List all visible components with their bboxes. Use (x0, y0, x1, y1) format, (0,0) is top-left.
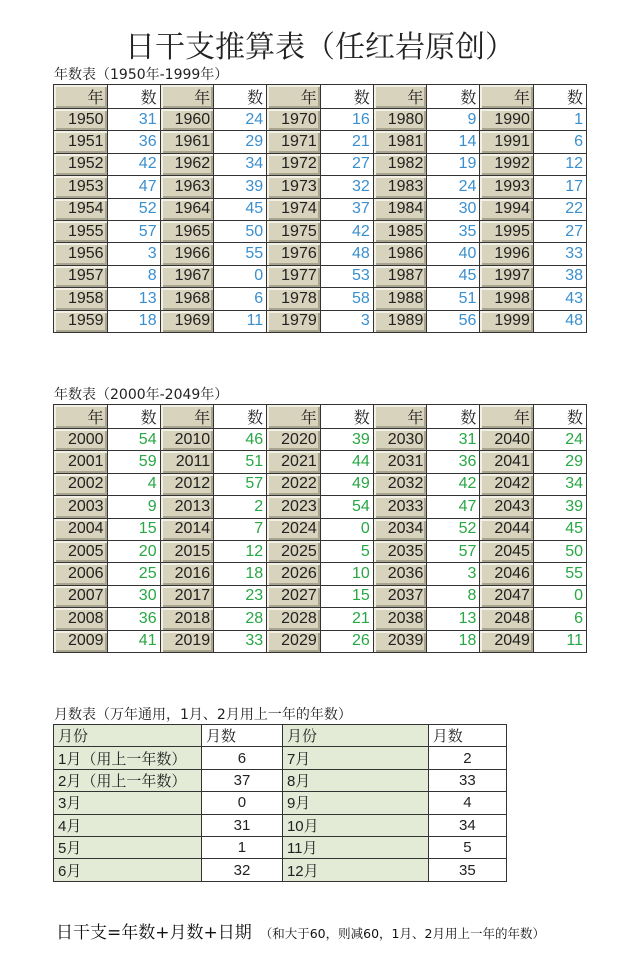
number-cell: 42 (320, 220, 373, 242)
number-cell: 3 (427, 563, 480, 585)
year-cell: 2016 (160, 563, 214, 585)
month-cell: 6月 (54, 859, 202, 881)
month-cell: 2月（用上一年数） (54, 769, 202, 791)
year-cell: 1966 (160, 243, 214, 265)
year-cell: 2042 (480, 473, 534, 495)
year-cell: 1987 (373, 265, 427, 287)
header-num: 数 (533, 85, 586, 109)
number-cell: 6 (533, 608, 586, 630)
year-cell: 2011 (160, 451, 214, 473)
year-cell: 2010 (160, 429, 214, 451)
year-cell: 1957 (54, 265, 108, 287)
number-cell: 23 (214, 585, 267, 607)
number-cell: 32 (320, 176, 373, 198)
month-cell: 8月 (282, 769, 428, 791)
number-cell: 36 (427, 451, 480, 473)
table-row (54, 451, 587, 473)
year-cell: 1955 (54, 220, 108, 242)
number-cell: 13 (427, 608, 480, 630)
table-row (54, 792, 507, 814)
number-cell: 6 (214, 288, 267, 310)
number-cell: 30 (427, 198, 480, 220)
table-row (54, 585, 587, 607)
header-row (54, 85, 587, 109)
number-cell: 8 (427, 585, 480, 607)
header-year: 年 (54, 85, 108, 109)
number-cell: 21 (320, 608, 373, 630)
year-cell: 2045 (480, 540, 534, 562)
number-cell: 12 (214, 540, 267, 562)
header-cell: 月数 (202, 725, 283, 747)
year-cell: 2012 (160, 473, 214, 495)
year-cell: 1979 (267, 310, 321, 332)
year-cell: 1998 (480, 288, 534, 310)
table-row (54, 198, 587, 220)
table2-caption: 年数表（2000年-2049年） (54, 387, 229, 403)
header-cell: 月份 (282, 725, 428, 747)
table-row (54, 814, 507, 836)
table-row (54, 243, 587, 265)
year-cell: 2029 (267, 630, 321, 652)
month-number-cell: 34 (428, 814, 506, 836)
number-cell: 46 (214, 429, 267, 451)
number-cell: 51 (427, 288, 480, 310)
number-cell: 34 (214, 153, 267, 175)
year-cell: 1992 (480, 153, 534, 175)
table-row (54, 109, 587, 131)
year-cell: 2021 (267, 451, 321, 473)
number-cell: 48 (320, 243, 373, 265)
year-cell: 2007 (54, 585, 108, 607)
number-cell: 0 (533, 585, 586, 607)
month-number-cell: 31 (202, 814, 283, 836)
header-year: 年 (267, 405, 321, 429)
year-cell: 2017 (160, 585, 214, 607)
month-cell: 3月 (54, 792, 202, 814)
year-cell: 1983 (373, 176, 427, 198)
year-cell: 2019 (160, 630, 214, 652)
number-cell: 57 (107, 220, 160, 242)
month-number-cell: 4 (428, 792, 506, 814)
year-cell: 2020 (267, 429, 321, 451)
year-cell: 1988 (373, 288, 427, 310)
year-cell: 1980 (373, 109, 427, 131)
number-cell: 56 (427, 310, 480, 332)
number-cell: 36 (107, 608, 160, 630)
header-year: 年 (267, 85, 321, 109)
year-cell: 1978 (267, 288, 321, 310)
number-cell: 42 (107, 153, 160, 175)
number-cell: 43 (533, 288, 586, 310)
header-year: 年 (373, 405, 427, 429)
number-cell: 52 (427, 518, 480, 540)
number-cell: 57 (427, 540, 480, 562)
year-cell: 1989 (373, 310, 427, 332)
number-cell: 12 (533, 153, 586, 175)
number-cell: 18 (427, 630, 480, 652)
formula (56, 918, 545, 943)
table-row (54, 176, 587, 198)
year-cell: 1997 (480, 265, 534, 287)
year-cell: 2033 (373, 496, 427, 518)
year-cell: 2047 (480, 585, 534, 607)
number-cell: 55 (533, 563, 586, 585)
number-cell: 9 (107, 496, 160, 518)
header-num: 数 (214, 405, 267, 429)
formula-note: （和大于60，则减60，1月、2月用上一年的年数） (259, 926, 545, 941)
number-cell: 11 (214, 310, 267, 332)
number-cell: 52 (107, 198, 160, 220)
header-num: 数 (427, 405, 480, 429)
year-cell: 1952 (54, 153, 108, 175)
number-cell: 0 (320, 518, 373, 540)
month-cell: 5月 (54, 836, 202, 858)
year-cell: 1960 (160, 109, 214, 131)
year-cell: 1986 (373, 243, 427, 265)
number-cell: 47 (427, 496, 480, 518)
number-cell: 27 (320, 153, 373, 175)
number-cell: 45 (214, 198, 267, 220)
number-cell: 31 (427, 429, 480, 451)
year-cell: 2043 (480, 496, 534, 518)
number-cell: 33 (533, 243, 586, 265)
number-cell: 20 (107, 540, 160, 562)
number-cell: 57 (214, 473, 267, 495)
number-cell: 45 (533, 518, 586, 540)
number-cell: 3 (107, 243, 160, 265)
number-cell: 38 (533, 265, 586, 287)
number-cell: 34 (533, 473, 586, 495)
number-cell: 48 (533, 310, 586, 332)
month-cell: 1月（用上一年数） (54, 747, 202, 769)
year-cell: 2006 (54, 563, 108, 585)
month-cell: 7月 (282, 747, 428, 769)
number-cell: 27 (533, 220, 586, 242)
header-year: 年 (480, 85, 534, 109)
number-cell: 49 (320, 473, 373, 495)
table-row (54, 563, 587, 585)
number-cell: 39 (533, 496, 586, 518)
number-cell: 59 (107, 451, 160, 473)
month-number-cell: 33 (428, 769, 506, 791)
month-cell: 9月 (282, 792, 428, 814)
number-cell: 45 (427, 265, 480, 287)
table-row (54, 518, 587, 540)
table-row (54, 859, 507, 881)
number-cell: 50 (214, 220, 267, 242)
year-cell: 2013 (160, 496, 214, 518)
number-cell: 39 (320, 429, 373, 451)
table-row (54, 288, 587, 310)
number-cell: 28 (214, 608, 267, 630)
header-num: 数 (427, 85, 480, 109)
number-cell: 24 (427, 176, 480, 198)
year-cell: 1972 (267, 153, 321, 175)
month-number-cell: 37 (202, 769, 283, 791)
number-cell: 11 (533, 630, 586, 652)
year-cell: 1976 (267, 243, 321, 265)
year-cell: 2014 (160, 518, 214, 540)
number-cell: 54 (320, 496, 373, 518)
number-cell: 33 (214, 630, 267, 652)
header-year: 年 (160, 405, 214, 429)
year-cell: 2036 (373, 563, 427, 585)
year-cell: 2023 (267, 496, 321, 518)
month-table (53, 724, 507, 882)
number-cell: 42 (427, 473, 480, 495)
year-cell: 2049 (480, 630, 534, 652)
year-cell: 2038 (373, 608, 427, 630)
table-row (54, 630, 587, 652)
year-table-2000-2049 (53, 404, 587, 653)
number-cell: 54 (107, 429, 160, 451)
year-cell: 2046 (480, 563, 534, 585)
year-cell: 1974 (267, 198, 321, 220)
year-cell: 2002 (54, 473, 108, 495)
header-num: 数 (214, 85, 267, 109)
table-row (54, 540, 587, 562)
year-cell: 2015 (160, 540, 214, 562)
table-row (54, 608, 587, 630)
header-cell: 月份 (54, 725, 202, 747)
year-cell: 1994 (480, 198, 534, 220)
number-cell: 17 (533, 176, 586, 198)
number-cell: 15 (107, 518, 160, 540)
number-cell: 58 (320, 288, 373, 310)
year-cell: 1985 (373, 220, 427, 242)
number-cell: 37 (320, 198, 373, 220)
table-row (54, 473, 587, 495)
header-num: 数 (107, 405, 160, 429)
year-cell: 1971 (267, 131, 321, 153)
year-cell: 2024 (267, 518, 321, 540)
table-row (54, 747, 507, 769)
year-cell: 1996 (480, 243, 534, 265)
year-cell: 1995 (480, 220, 534, 242)
number-cell: 16 (320, 109, 373, 131)
table-row (54, 265, 587, 287)
number-cell: 55 (214, 243, 267, 265)
month-cell: 4月 (54, 814, 202, 836)
year-cell: 2030 (373, 429, 427, 451)
month-number-cell: 1 (202, 836, 283, 858)
year-cell: 1956 (54, 243, 108, 265)
year-cell: 1959 (54, 310, 108, 332)
month-number-cell: 35 (428, 859, 506, 881)
year-cell: 2025 (267, 540, 321, 562)
year-cell: 1981 (373, 131, 427, 153)
year-cell: 1953 (54, 176, 108, 198)
year-cell: 1982 (373, 153, 427, 175)
number-cell: 26 (320, 630, 373, 652)
year-cell: 2003 (54, 496, 108, 518)
month-cell: 12月 (282, 859, 428, 881)
number-cell: 14 (427, 131, 480, 153)
number-cell: 7 (214, 518, 267, 540)
header-year: 年 (160, 85, 214, 109)
year-cell: 2040 (480, 429, 534, 451)
number-cell: 40 (427, 243, 480, 265)
number-cell: 24 (214, 109, 267, 131)
year-cell: 2044 (480, 518, 534, 540)
header-row (54, 405, 587, 429)
number-cell: 8 (107, 265, 160, 287)
table-row (54, 496, 587, 518)
number-cell: 25 (107, 563, 160, 585)
year-cell: 2034 (373, 518, 427, 540)
year-cell: 1964 (160, 198, 214, 220)
year-cell: 2001 (54, 451, 108, 473)
year-cell: 1984 (373, 198, 427, 220)
year-cell: 1977 (267, 265, 321, 287)
number-cell: 15 (320, 585, 373, 607)
year-cell: 2009 (54, 630, 108, 652)
year-cell: 2039 (373, 630, 427, 652)
number-cell: 6 (533, 131, 586, 153)
year-cell: 1962 (160, 153, 214, 175)
number-cell: 31 (107, 109, 160, 131)
year-cell: 2026 (267, 563, 321, 585)
table-row (54, 836, 507, 858)
year-cell: 2041 (480, 451, 534, 473)
year-cell: 1967 (160, 265, 214, 287)
number-cell: 9 (427, 109, 480, 131)
number-cell: 36 (107, 131, 160, 153)
number-cell: 44 (320, 451, 373, 473)
number-cell: 2 (214, 496, 267, 518)
year-cell: 2027 (267, 585, 321, 607)
table1-caption: 年数表（1950年-1999年） (54, 67, 229, 83)
number-cell: 22 (533, 198, 586, 220)
table-row (54, 220, 587, 242)
month-number-cell: 5 (428, 836, 506, 858)
table-row (54, 131, 587, 153)
number-cell: 13 (107, 288, 160, 310)
month-table-caption: 月数表（万年通用，1月、2月用上一年的年数） (54, 707, 352, 723)
year-cell: 1969 (160, 310, 214, 332)
number-cell: 41 (107, 630, 160, 652)
number-cell: 53 (320, 265, 373, 287)
year-cell: 1991 (480, 131, 534, 153)
formula-main: 日干支=年数+月数+日期 (56, 923, 252, 943)
header-year: 年 (373, 85, 427, 109)
number-cell: 51 (214, 451, 267, 473)
year-cell: 2028 (267, 608, 321, 630)
year-cell: 2022 (267, 473, 321, 495)
number-cell: 30 (107, 585, 160, 607)
year-cell: 2031 (373, 451, 427, 473)
number-cell: 3 (320, 310, 373, 332)
year-table-1950-1999 (53, 84, 587, 333)
year-cell: 2005 (54, 540, 108, 562)
year-cell: 1965 (160, 220, 214, 242)
month-number-cell: 6 (202, 747, 283, 769)
number-cell: 5 (320, 540, 373, 562)
header-num: 数 (533, 405, 586, 429)
year-cell: 1951 (54, 131, 108, 153)
month-number-cell: 0 (202, 792, 283, 814)
year-cell: 1963 (160, 176, 214, 198)
header-row (54, 725, 507, 747)
year-cell: 2048 (480, 608, 534, 630)
header-num: 数 (320, 85, 373, 109)
year-cell: 2000 (54, 429, 108, 451)
number-cell: 29 (533, 451, 586, 473)
number-cell: 21 (320, 131, 373, 153)
year-cell: 2032 (373, 473, 427, 495)
year-cell: 1968 (160, 288, 214, 310)
year-cell: 2008 (54, 608, 108, 630)
table-row (54, 429, 587, 451)
number-cell: 18 (214, 563, 267, 585)
header-cell: 月数 (428, 725, 506, 747)
year-cell: 2004 (54, 518, 108, 540)
month-cell: 11月 (282, 836, 428, 858)
table-row (54, 310, 587, 332)
year-cell: 1961 (160, 131, 214, 153)
year-cell: 1990 (480, 109, 534, 131)
number-cell: 29 (214, 131, 267, 153)
header-num: 数 (107, 85, 160, 109)
year-cell: 2018 (160, 608, 214, 630)
number-cell: 4 (107, 473, 160, 495)
number-cell: 10 (320, 563, 373, 585)
year-cell: 1993 (480, 176, 534, 198)
number-cell: 39 (214, 176, 267, 198)
year-cell: 2035 (373, 540, 427, 562)
header-year: 年 (54, 405, 108, 429)
number-cell: 47 (107, 176, 160, 198)
number-cell: 35 (427, 220, 480, 242)
year-cell: 1958 (54, 288, 108, 310)
year-cell: 1954 (54, 198, 108, 220)
year-cell: 1970 (267, 109, 321, 131)
year-cell: 1999 (480, 310, 534, 332)
number-cell: 50 (533, 540, 586, 562)
month-cell: 10月 (282, 814, 428, 836)
number-cell: 24 (533, 429, 586, 451)
number-cell: 19 (427, 153, 480, 175)
header-num: 数 (320, 405, 373, 429)
header-year: 年 (480, 405, 534, 429)
month-number-cell: 32 (202, 859, 283, 881)
year-cell: 2037 (373, 585, 427, 607)
month-number-cell: 2 (428, 747, 506, 769)
number-cell: 18 (107, 310, 160, 332)
number-cell: 1 (533, 109, 586, 131)
year-cell: 1973 (267, 176, 321, 198)
table-row (54, 769, 507, 791)
year-cell: 1950 (54, 109, 108, 131)
page-title: 日干支推算表（任红岩原创） (125, 30, 515, 65)
number-cell: 0 (214, 265, 267, 287)
table-row (54, 153, 587, 175)
year-cell: 1975 (267, 220, 321, 242)
